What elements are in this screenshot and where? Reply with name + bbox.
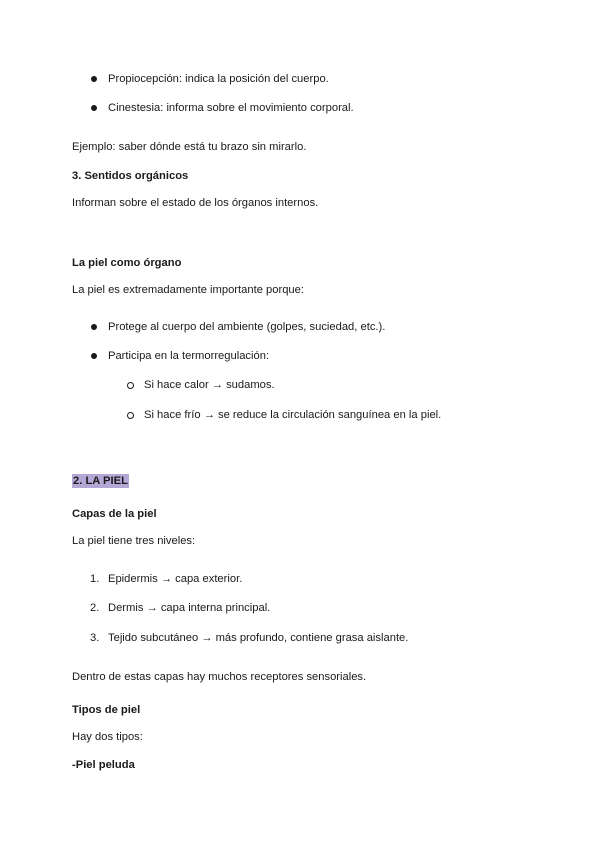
skin-organ-heading: La piel como órgano (72, 257, 182, 269)
hairy-skin-heading: -Piel peluda (72, 759, 135, 771)
sublist-item: Si hace frío → se reduce la circulación sanguínea en la piel. (144, 409, 442, 421)
sublist-item: Si hace calor → sudamos. (144, 379, 275, 391)
layers-heading: Capas de la piel (72, 508, 157, 520)
numbered-list-item: Epidermis → capa exterior. (108, 573, 243, 585)
bullet-icon (91, 76, 97, 82)
hollow-bullet-icon (127, 382, 134, 389)
layers-intro: La piel tiene tres niveles: (72, 535, 196, 547)
list-number: 1. (90, 573, 100, 585)
numbered-list-item: Tejido subcutáneo → más profundo, contiene grasa aislante. (108, 632, 409, 644)
list-item: Protege al cuerpo del ambiente (golpes, suciedad, etc.). (108, 321, 386, 333)
receptors-text: Dentro de estas capas hay muchos receptores sensoriales. (72, 671, 367, 683)
organic-heading: 3. Sentidos orgánicos (72, 170, 189, 182)
list-item: Participa en la termorregulación: (108, 350, 270, 362)
bullet-icon (91, 353, 97, 359)
list-item: Cinestesia: informa sobre el movimiento corporal. (108, 102, 354, 114)
types-heading: Tipos de piel (72, 704, 141, 716)
list-number: 2. (90, 602, 100, 614)
organic-text: Informan sobre el estado de los órganos internos. (72, 197, 319, 209)
skin-organ-intro: La piel es extremadamente importante porque: (72, 284, 304, 296)
section-heading (72, 474, 129, 488)
example-text: Ejemplo: saber dónde está tu brazo sin mirarlo. (72, 141, 307, 153)
hollow-bullet-icon (127, 412, 134, 419)
bullet-icon (91, 105, 97, 111)
section-heading-text: 2. LA PIEL (73, 475, 128, 487)
bullet-icon (91, 324, 97, 330)
list-item: Propiocepción: indica la posición del cuerpo. (108, 73, 329, 85)
numbered-list-item: Dermis → capa interna principal. (108, 602, 271, 614)
types-intro: Hay dos tipos: (72, 731, 143, 743)
list-number: 3. (90, 632, 100, 644)
